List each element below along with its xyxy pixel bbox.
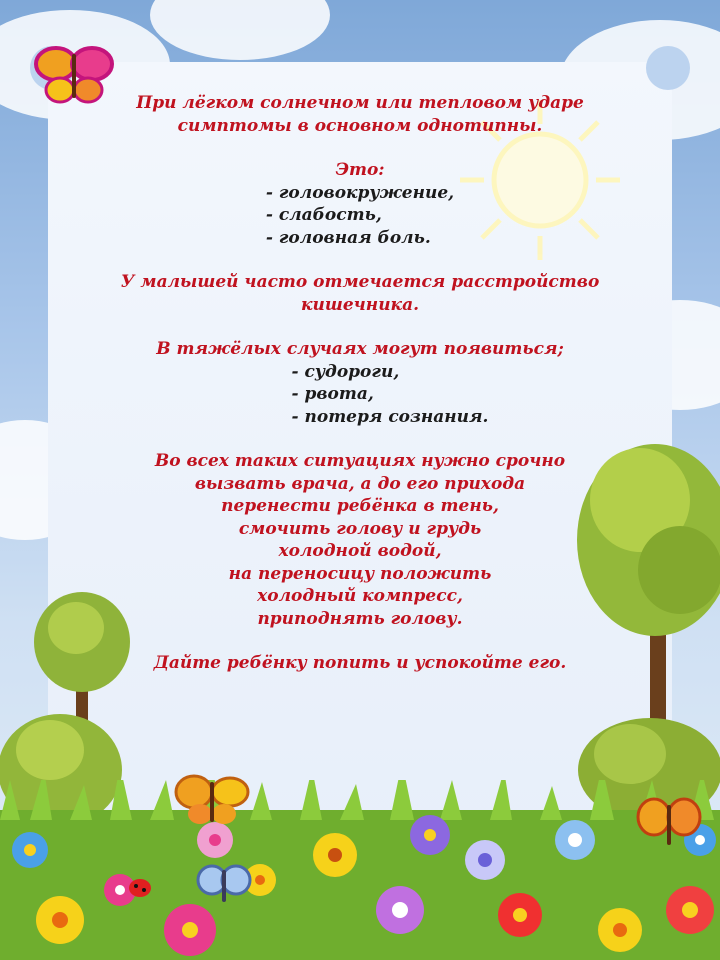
action-line: смочить голову и грудь [238,518,482,539]
severe-list [292,361,489,429]
list-item: - судороги, [291,361,400,382]
cloud [150,0,330,60]
intro-line: При лёгком солнечном или тепловом ударе [136,93,584,113]
intro-line: симптомы в основном однотипны. [177,115,543,136]
list-item: - рвота, [291,384,374,404]
list-item: - потеря сознания. [291,406,489,427]
action-line: вызвать врача, а до его прихода [194,473,526,494]
panel-corner [646,46,690,90]
flower-meadow [0,780,720,960]
butterfly-icon [196,862,252,908]
list-item: - слабость, [265,205,382,225]
closing-line: Дайте ребёнку попить и успокойте его. [153,653,567,673]
butterfly-icon [172,770,252,830]
list-item: - головная боль. [265,227,431,248]
list-item: - головокружение, [265,182,455,203]
action-line: холодный компресс, [257,586,463,606]
butterfly-icon [634,795,704,855]
action-line: Во всех таких ситуациях нужно срочно [154,451,566,471]
infants-line: кишечника. [300,294,419,315]
action-line: холодной водой, [278,541,442,561]
symptoms-list [266,182,454,250]
memo-text [70,92,650,675]
severe-heading: В тяжёлых случаях могут появиться; [156,339,564,359]
infants-line: У малышей часто отмечается расстройство [120,272,600,292]
action-line: перенести ребёнка в тень, [221,496,499,516]
action-line: на переносицу положить [228,563,492,584]
action-line: приподнять голову. [257,608,463,629]
symptoms-heading: Это: [335,160,385,180]
